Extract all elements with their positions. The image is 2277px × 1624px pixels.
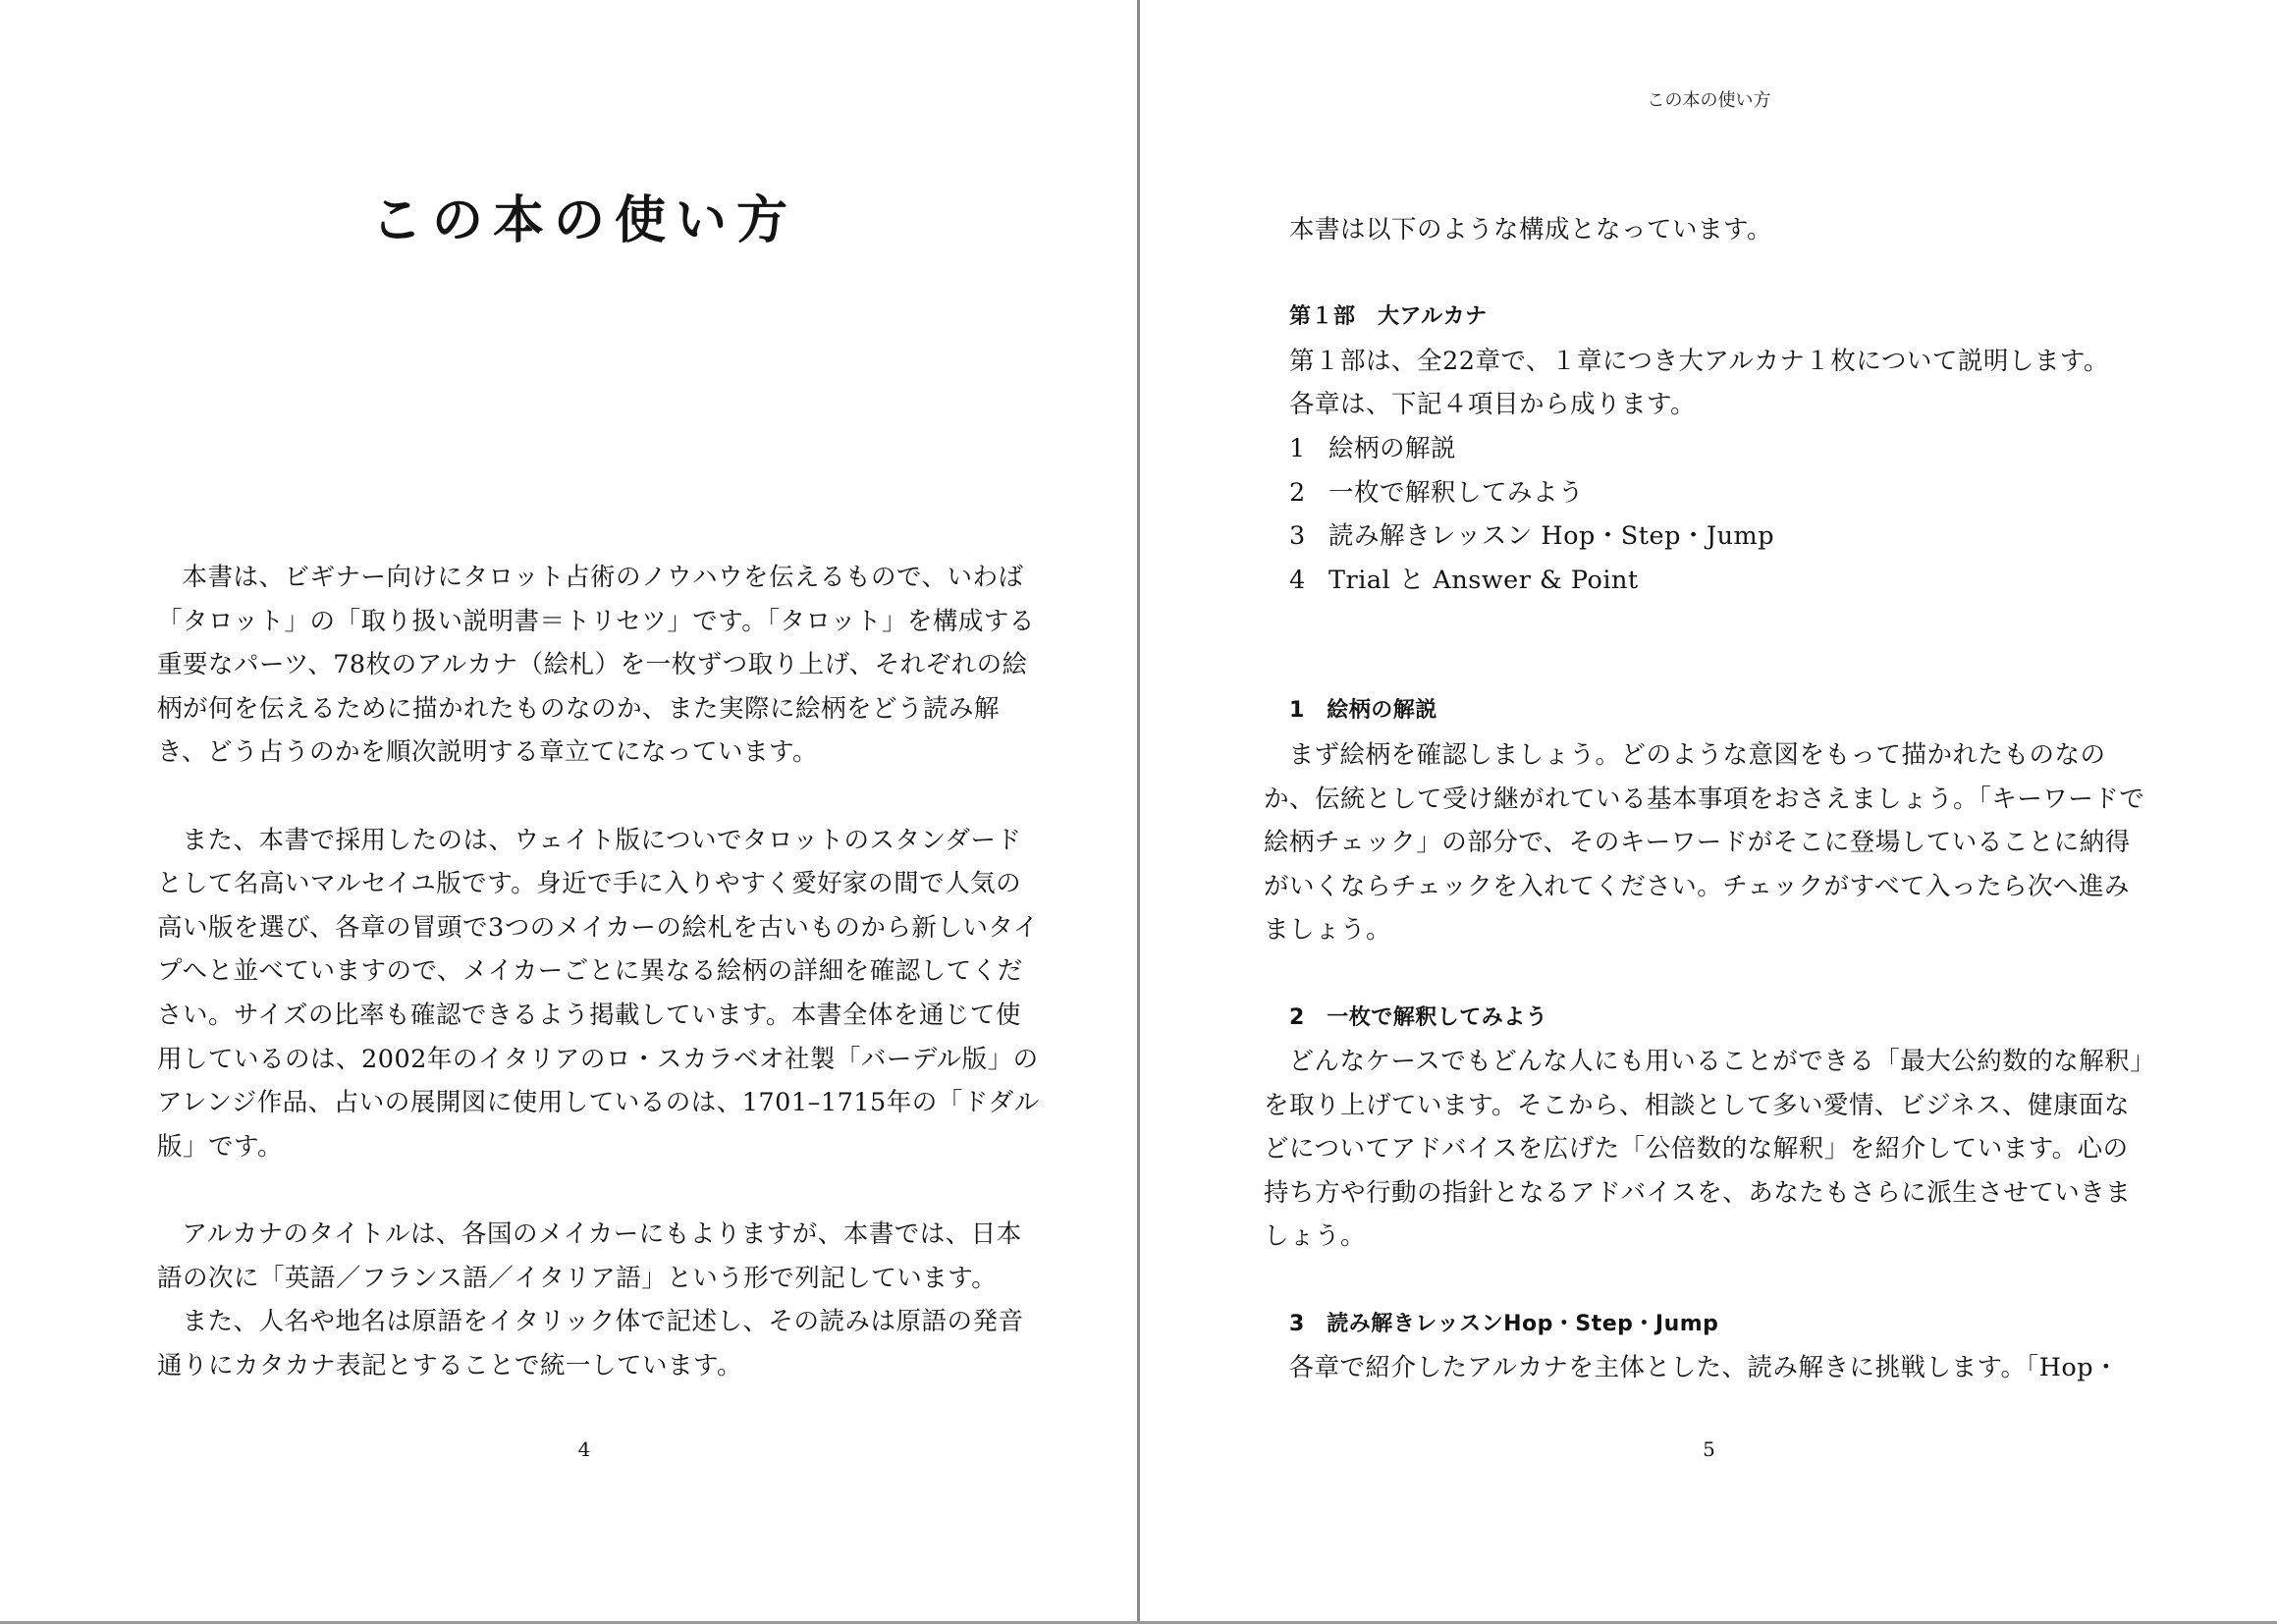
paragraph: アルカナのタイトルは、各国のメイカーにもよりますが、本書では、日本語の次に「英語／フランス語／イタリア語」という形で列記しています。 [157, 1218, 1022, 1293]
list-item-number: 2 [1289, 477, 1306, 508]
section-body: どんなケースでもどんな人にも用いることができる「最大公約数的な解釈」を取り上げています。そこから、相談として多い愛情、ビジネス、健康面などについてアドバイスを広げた「公倍数的な解釈」を紹介しています。心の持ち方や行動の指針となるアドバイスを、あなたもさらに派生させていきましょう。 [1264, 1047, 2143, 1252]
list-item [1264, 471, 2147, 515]
section-heading: 2 一枚で解釈してみよう [1289, 1004, 1548, 1030]
paragraph: 本書は、ビギナー向けにタロット占術のノウハウを伝えるもので、いわば「タロット」の「取り扱い説明書＝トリセツ」です。「タロット」を構成する重要なパーツ、78枚のアルカナ（絵札）を一枚ずつ取り上げ、それぞれの絵柄が何を伝えるために描かれたものなのか、また実際に絵柄をどう読み解き、どう占うのかを順次説明する章立てになっています。 [157, 563, 1035, 768]
list-item [1264, 559, 2147, 603]
list-item-label: 一枚で解釈してみよう [1328, 477, 1585, 508]
list-item-number: 4 [1289, 565, 1306, 595]
list-item-label: 絵柄の解説 [1328, 433, 1457, 463]
left-page-body [157, 556, 1041, 1387]
section-heading: 1 絵柄の解説 [1289, 698, 1437, 724]
part1-heading: 第１部 大アルカナ [1289, 304, 1488, 330]
right-page [1141, 0, 2277, 1624]
list-item [1264, 427, 2147, 471]
part1-line: 第１部は、全22章で、１章につき大アルカナ１枚について説明します。 [1289, 346, 2109, 376]
list-item-number: 3 [1289, 521, 1306, 552]
section-body: まず絵柄を確認しましょう。どのような意図をもって描かれたものなのか、伝統として受け継がれている基本事項をおさえましょう。「キーワードで絵柄チェック」の部分で、そのキーワードがそこに登場していることに納得がいくならチェックを入れてください。チェックがすべて入ったら次へ進みましょう。 [1264, 739, 2145, 946]
list-item-label: Trial と Answer & Point [1328, 565, 1639, 595]
page-number: 4 [577, 1437, 591, 1461]
paragraph: また、人名や地名は原語をイタリック体で記述し、その読みは原語の発音通りにカタカナ表記とすることで統一しています。 [157, 1307, 1024, 1380]
paragraph: また、本書で採用したのは、ウェイト版についでタロットのスタンダードとして名高いマルセイユ版です。身近で手に入りやすく愛好家の間で人気の高い版を選び、各章の冒頭で3つのメイカーの絵札を古いものから新しいタイプへと並べていますので、メイカーごとに異なる絵柄の詳細を確認してください。サイズの比率も確認できるよう掲載しています。本書全体を通じて使用しているのは、2002年のイタリアのロ・スカラベオ社製「バーデル版」のアレンジ作品、占いの展開図に使用しているのは、1701–1715年の「ドダル版」です。 [157, 825, 1040, 1162]
left-page [0, 0, 1138, 1624]
list-item-label: 読み解きレッスン Hop・Step・Jump [1328, 521, 1775, 552]
chapter-title: この本の使い方 [370, 190, 797, 250]
right-page-body [1264, 208, 2147, 1390]
list-item-number: 1 [1289, 433, 1306, 463]
gutter-divider [1137, 0, 1140, 1624]
part1-line: 各章は、下記４項目から成ります。 [1289, 390, 1696, 420]
list-item [1264, 514, 2147, 559]
section-heading: 3 読み解きレッスンHop・Step・Jump [1289, 1311, 1719, 1336]
intro-text: 本書は以下のような構成となっています。 [1289, 215, 1772, 244]
section-body: 各章で紹介したアルカナを主体とした、読み解きに挑戦します。「Hop・ [1288, 1353, 2120, 1383]
running-head: この本の使い方 [1647, 90, 1771, 111]
page-number: 5 [1703, 1437, 1715, 1461]
